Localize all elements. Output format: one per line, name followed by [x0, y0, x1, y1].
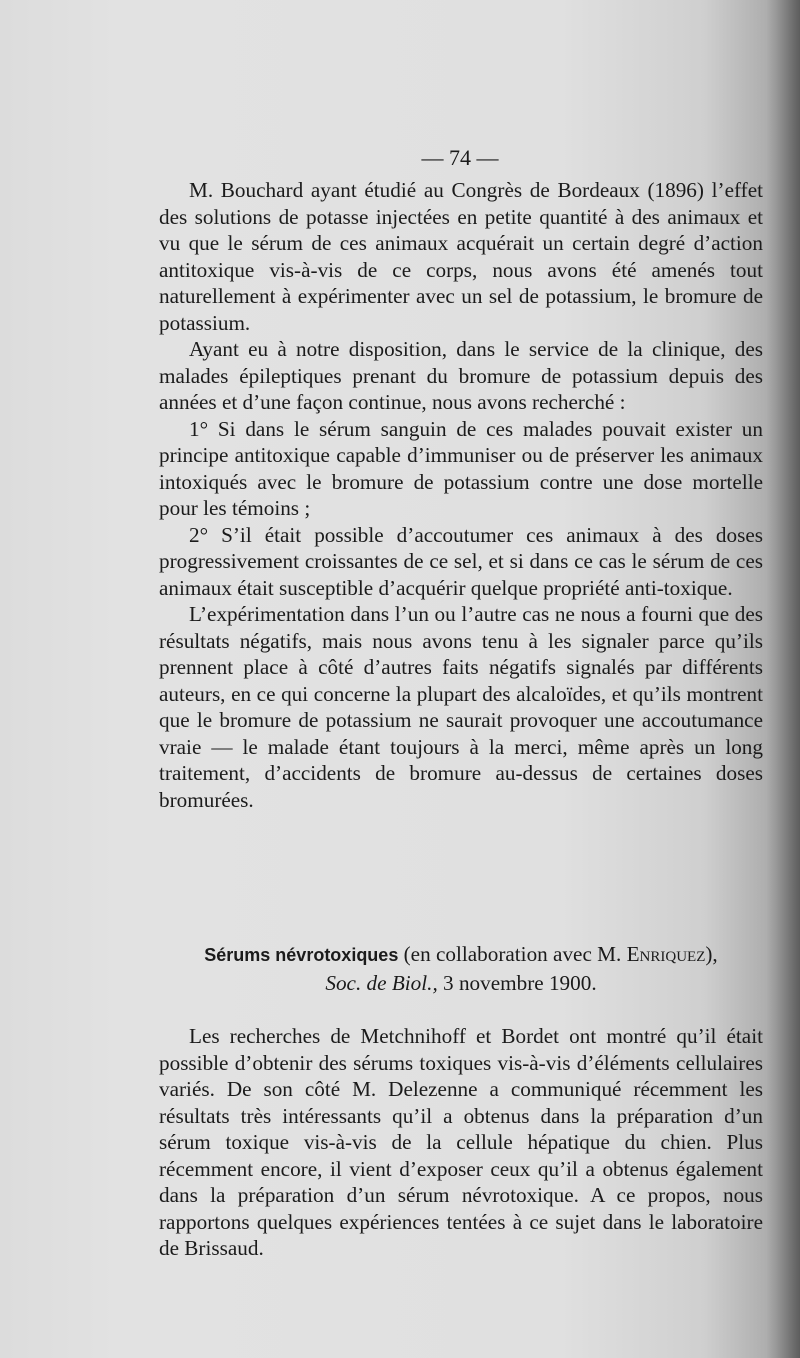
page-edge-shadow [766, 0, 800, 1358]
paragraph-bouchard: M. Bouchard ayant étudié au Congrès de Bordeaux (1896) l’effet des solutions de potasse injectées en petite quantité à des animaux et vu que le sérum de ces animaux acquérait un certain degré d’action antitoxique vis-à-vis de ce corps, nous avons été amenés tout naturellement à expérimenter avec un sel de potassium, le bromure de potassium. [159, 178, 763, 335]
collaborator-name: Enriquez [626, 942, 706, 966]
paragraph-experimentation: L’expérimentation dans l’un ou l’autre cas ne nous a fourni que des résultats négatifs, mais nous avons tenu à les signaler parce qu’ils prennent place à côté d’autres faits négatifs signalés par différents auteurs, en ce qui concerne la plupart des alcaloïdes, et qu’ils montrent que le bromure de potassium ne saurait provoquer une accoutumance vraie — le malade étant toujours à la merci, même après un long traitement, d’accidents de bromure au-dessus de certaines doses bromurées. [159, 602, 763, 812]
section-collab-prefix: (en collaboration avec M. [398, 942, 627, 966]
section-citation-line [159, 969, 763, 997]
section-title: Sérums névrotoxiques [204, 945, 399, 965]
paragraph-recherches: Les recherches de Metchnihoff et Bordet ont montré qu’il était possible d’obtenir des sérums toxiques vis-à-vis d’éléments cellulaires variés. De son côté M. Delezenne a communiqué récemment les résultats très intéressants qu’il a obtenus dans la préparation d’un sérum toxique vis-à-vis de la cellule hépatique du chien. Plus récemment encore, il vient d’exposer ceux qu’il a obtenus également dans la préparation d’un sérum névrotoxique. A ce propos, nous rapportons quelques expériences tentées à ce sujet dans le laboratoire de Brissaud. [159, 1024, 763, 1260]
section-collab-suffix: ), [705, 942, 718, 966]
section-title-line [159, 940, 763, 969]
paragraph-clinique: Ayant eu à notre disposition, dans le service de la clinique, des malades épileptiques prenant du bromure de potassium depuis des années et d’une façon continue, nous avons recherché : [159, 337, 763, 414]
body-text-top [159, 177, 763, 813]
citation-date: 3 novembre 1900. [437, 971, 597, 995]
body-text-bottom [159, 1023, 763, 1262]
paragraph-point-1: 1° Si dans le sérum sanguin de ces malades pouvait exister un principe antitoxique capable d’immuniser ou de préserver les animaux intoxiqués avec le bromure de potassium contre une dose mortelle pour les témoins ; [159, 416, 763, 520]
section-heading [159, 940, 763, 997]
page-number: — 74 — [421, 145, 499, 170]
paragraph-point-2: 2° S’il était possible d’accoutumer ces animaux à des doses progressivement croissantes de ce sel, et si dans ce cas le sérum de ces animaux était susceptible d’acquérir quelque propriété anti-toxique. [159, 522, 763, 600]
citation-journal: Soc. de Biol., [325, 971, 438, 995]
